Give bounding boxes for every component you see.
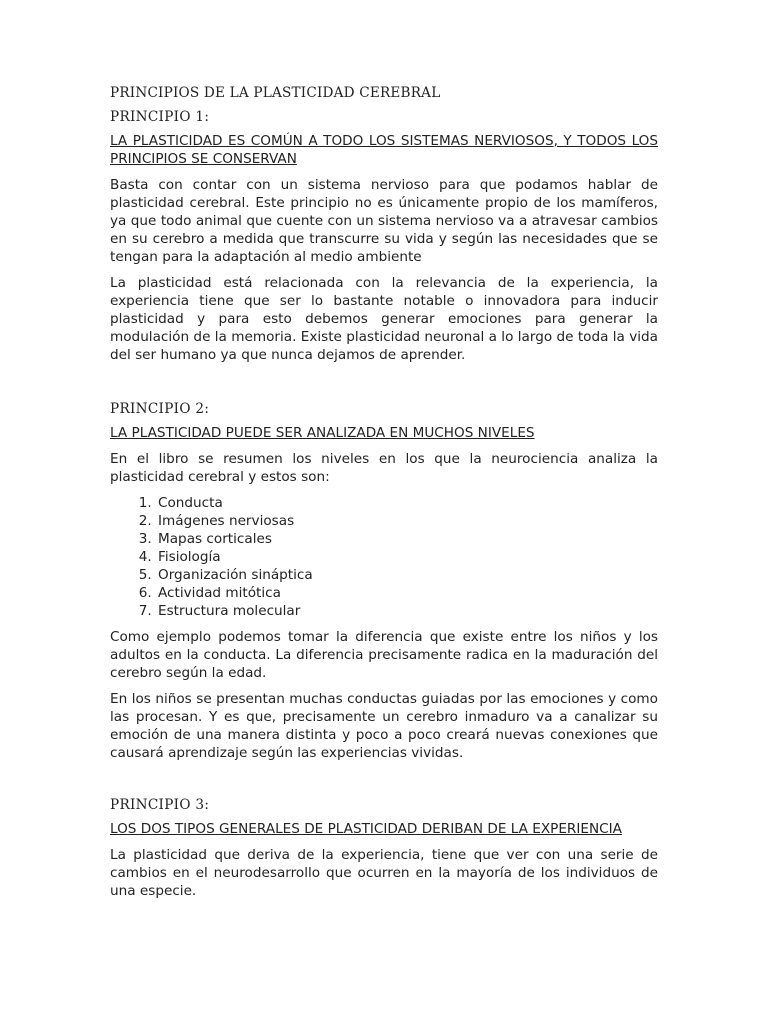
list-item: 5. Organización sináptica bbox=[156, 566, 658, 584]
principle-2-intro: En el libro se resumen los niveles en los que la neurociencia analiza la plasticidad cerebral y estos son: bbox=[110, 451, 658, 485]
list-item: 1. Conducta bbox=[156, 494, 658, 512]
list-item: 2. Imágenes nerviosas bbox=[156, 512, 658, 530]
document-title: PRINCIPIOS DE LA PLASTICIDAD CEREBRAL bbox=[110, 85, 441, 101]
list-item: 3. Mapas corticales bbox=[156, 530, 658, 548]
principle-3-subtitle: LOS DOS TIPOS GENERALES DE PLASTICIDAD DERIBAN DE LA EXPERIENCIA bbox=[110, 821, 622, 837]
section-spacer bbox=[110, 770, 658, 796]
principle-2-paragraph: En los niños se presentan muchas conductas guiadas por las emociones y como las procesan. Y es que, precisamente un cerebro inmaduro va a canalizar su emoción de una manera distinta y poco a poco creará nuevas conexiones que causará aprendizaje según las experiencias vividas. bbox=[110, 691, 658, 761]
principle-3-heading: PRINCIPIO 3: bbox=[110, 797, 210, 813]
principle-1-subtitle: LA PLASTICIDAD ES COMÚN A TODO LOS SISTEMAS NERVIOSOS, Y TODOS LOS PRINCIPIOS SE CONSERVAN bbox=[110, 133, 658, 167]
section-spacer bbox=[110, 372, 658, 400]
principle-3-paragraph: La plasticidad que deriva de la experiencia, tiene que ver con una serie de cambios en el neurodesarrollo que ocurren en la mayoría de los individuos de una especie. bbox=[110, 847, 658, 899]
principle-2-section bbox=[110, 400, 658, 762]
principle-1-paragraph: Basta con contar con un sistema nervioso para que podamos hablar de plasticidad cerebral. Este principio no es únicamente propio de los mamíferos, ya que todo animal que cuente con un sistema nervioso va a atravesar cambios en su cerebro a medida que transcurre su vida y según las necesidades que se tengan para la adaptación al medio ambiente bbox=[110, 177, 658, 265]
list-item: 6. Actividad mitótica bbox=[156, 584, 658, 602]
list-item: 7. Estructura molecular bbox=[156, 602, 658, 620]
list-item: 4. Fisiología bbox=[156, 548, 658, 566]
document-content bbox=[110, 84, 658, 908]
principle-1-section bbox=[110, 108, 658, 364]
principle-1-heading: PRINCIPIO 1: bbox=[110, 109, 210, 125]
principle-2-subtitle: LA PLASTICIDAD PUEDE SER ANALIZADA EN MUCHOS NIVELES bbox=[110, 425, 535, 441]
principle-3-section bbox=[110, 796, 658, 900]
principle-2-heading: PRINCIPIO 2: bbox=[110, 401, 210, 417]
principle-2-paragraph: Como ejemplo podemos tomar la diferencia que existe entre los niños y los adultos en la conducta. La diferencia precisamente radica en la maduración del cerebro según la edad. bbox=[110, 629, 658, 681]
levels-list bbox=[110, 494, 658, 620]
principle-1-paragraph: La plasticidad está relacionada con la relevancia de la experiencia, la experiencia tiene que ser lo bastante notable o innovadora para inducir plasticidad y para esto debemos generar emociones para generar la modulación de la memoria. Existe plasticidad neuronal a lo largo de toda la vida del ser humano ya que nunca dejamos de aprender. bbox=[110, 275, 658, 363]
